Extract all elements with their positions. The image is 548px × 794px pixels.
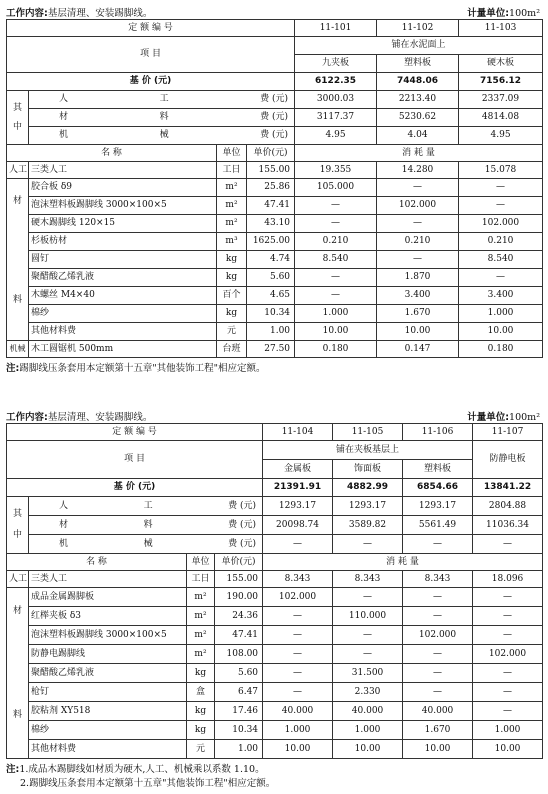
material-qty: — <box>459 269 543 287</box>
material-qty: 10.00 <box>263 740 333 759</box>
material-qty: 40.000 <box>263 702 333 721</box>
material-qty: 102.000 <box>263 588 333 607</box>
base-price-label: 基 价 (元) <box>7 73 295 91</box>
material-name: 棉纱 <box>29 305 217 323</box>
labor-qty: 8.343 <box>403 571 473 588</box>
machine-name: 木工圆锯机 500mm <box>29 341 217 358</box>
material-unit: m² <box>217 215 247 233</box>
material-qty: — <box>263 607 333 626</box>
material-name: 防静电踢脚线 <box>29 645 187 664</box>
quota-section-2 <box>0 406 548 791</box>
quota-code-label: 定 额 编 号 <box>7 424 263 441</box>
material-qty: — <box>473 626 543 645</box>
material-qty: — <box>295 269 377 287</box>
base-price: 7448.06 <box>377 73 459 91</box>
material-row <box>7 287 543 305</box>
material-name: 成品金属踢脚板 <box>29 588 187 607</box>
material-qty: 1.000 <box>333 721 403 740</box>
table-notes: 注:1.成品木踢脚线如材质为硬木,人工、机械乘以系数 1.10。 2.踢脚线压条套用本定额第十五章"其他装饰工程"相应定额。 <box>6 764 276 789</box>
cost-value: 2804.88 <box>473 497 543 516</box>
cost-value: 2337.09 <box>459 91 543 109</box>
note-line: 1.成品木踢脚线如材质为硬木,人工、机械乘以系数 1.10。 <box>19 764 265 775</box>
material-qty: 1.000 <box>295 305 377 323</box>
material-qty: — <box>295 215 377 233</box>
base-price: 13841.22 <box>473 479 543 497</box>
cost-value: — <box>333 535 403 554</box>
material-name: 枪钉 <box>29 683 187 702</box>
quota-code: 11-104 <box>263 424 333 441</box>
cost-value: 4.04 <box>377 127 459 145</box>
material-qty: 1.870 <box>377 269 459 287</box>
material-price: 25.86 <box>247 179 295 197</box>
quota-table-2 <box>6 423 543 759</box>
material-row <box>7 215 543 233</box>
cost-value: 1293.17 <box>333 497 403 516</box>
material-unit: 元 <box>187 740 215 759</box>
labor-category: 人工 <box>7 571 29 588</box>
materials-body <box>7 588 543 759</box>
material-price: 47.41 <box>247 197 295 215</box>
cost-value: — <box>473 535 543 554</box>
material-qty: 10.00 <box>473 740 543 759</box>
material-row <box>7 645 543 664</box>
material-qty: 105.000 <box>295 179 377 197</box>
material-row <box>7 740 543 759</box>
material-unit: 百个 <box>217 287 247 305</box>
material-name: 杉板枋材 <box>29 233 217 251</box>
quota-code-label: 定 额 编 号 <box>7 20 295 37</box>
work-content-label: 工作内容: <box>6 412 48 423</box>
material-qty: 2.330 <box>333 683 403 702</box>
group-header: 铺在夹板基层上 <box>263 441 473 460</box>
work-content-text: 基层清理、安装踢脚线。 <box>47 412 153 423</box>
cost-value: 5561.49 <box>403 516 473 535</box>
sub-item: 九夹板 <box>295 55 377 73</box>
material-price: 108.00 <box>215 645 263 664</box>
base-price: 6122.35 <box>295 73 377 91</box>
material-qty: 110.000 <box>333 607 403 626</box>
material-qty: 10.00 <box>377 323 459 341</box>
labor-price: 155.00 <box>247 162 295 179</box>
col-unit-header: 单位 <box>217 145 247 162</box>
labor-qty: 8.343 <box>263 571 333 588</box>
material-row <box>7 607 543 626</box>
material-name: 泡沫塑料板踢脚线 3000×100×5 <box>29 197 217 215</box>
material-name: 胶合板 δ9 <box>29 179 217 197</box>
material-qty: 10.00 <box>295 323 377 341</box>
unit-value: 100m² <box>509 412 540 423</box>
material-qty: 40.000 <box>333 702 403 721</box>
material-row <box>7 323 543 341</box>
section-header <box>0 2 548 19</box>
material-qty: — <box>403 607 473 626</box>
material-qty: 102.000 <box>403 626 473 645</box>
quota-code: 11-101 <box>295 20 377 37</box>
cost-value: 3117.37 <box>295 109 377 127</box>
material-qty: 8.540 <box>459 251 543 269</box>
col-consume-header: 消 耗 量 <box>263 554 543 571</box>
labor-qty: 18.096 <box>473 571 543 588</box>
material-qty: 10.00 <box>403 740 473 759</box>
material-qty: — <box>473 664 543 683</box>
material-category: 材 料 <box>7 179 29 341</box>
materials-body <box>7 179 543 341</box>
material-unit: kg <box>217 251 247 269</box>
material-unit: m³ <box>217 233 247 251</box>
material-unit: m² <box>187 607 215 626</box>
material-qty: — <box>473 607 543 626</box>
material-price: 4.74 <box>247 251 295 269</box>
col-name-header: 名 称 <box>7 554 187 571</box>
cost-value: — <box>403 535 473 554</box>
material-qty: — <box>263 664 333 683</box>
material-row <box>7 721 543 740</box>
material-name: 红榉夹板 δ3 <box>29 607 187 626</box>
note-line: 2.踢脚线压条套用本定额第十五章"其他装饰工程"相应定额。 <box>20 778 276 789</box>
labor-unit: 工日 <box>187 571 215 588</box>
group-header: 铺在水泥面上 <box>295 37 543 55</box>
material-row <box>7 588 543 607</box>
material-name: 泡沫塑料板踢脚线 3000×100×5 <box>29 626 187 645</box>
material-qty: — <box>403 645 473 664</box>
material-price: 47.41 <box>215 626 263 645</box>
machine-unit: 台班 <box>217 341 247 358</box>
labor-price: 155.00 <box>215 571 263 588</box>
material-name: 其他材料费 <box>29 323 217 341</box>
base-price: 6854.66 <box>403 479 473 497</box>
material-qty: 0.210 <box>295 233 377 251</box>
material-qty: — <box>403 683 473 702</box>
material-price: 1.00 <box>247 323 295 341</box>
material-qty: 40.000 <box>403 702 473 721</box>
material-qty: — <box>459 197 543 215</box>
quota-code: 11-107 <box>473 424 543 441</box>
labor-qty: 19.355 <box>295 162 377 179</box>
cost-breakdown-label: 其 中 <box>7 497 29 554</box>
material-name: 胶粘剂 XY518 <box>29 702 187 721</box>
material-qty: — <box>473 683 543 702</box>
material-unit: m² <box>187 588 215 607</box>
material-name: 聚醋酸乙烯乳液 <box>29 664 187 683</box>
material-unit: kg <box>187 702 215 721</box>
material-row <box>7 197 543 215</box>
material-unit: m² <box>187 645 215 664</box>
material-name: 棉纱 <box>29 721 187 740</box>
material-row <box>7 233 543 251</box>
col-name-header: 名 称 <box>7 145 217 162</box>
material-qty: — <box>263 645 333 664</box>
work-content-text: 基层清理、安装踢脚线。 <box>47 8 153 19</box>
material-name: 其他材料费 <box>29 740 187 759</box>
material-qty: 1.670 <box>377 305 459 323</box>
material-row <box>7 664 543 683</box>
quota-code: 11-106 <box>403 424 473 441</box>
material-qty: — <box>377 179 459 197</box>
col-price-header: 单价(元) <box>247 145 295 162</box>
material-row <box>7 626 543 645</box>
machine-price: 27.50 <box>247 341 295 358</box>
cost-breakdown-label: 其 中 <box>7 91 29 145</box>
quota-code: 11-102 <box>377 20 459 37</box>
cost-row-label: 人 工 费 (元) <box>29 497 263 516</box>
material-unit: m² <box>217 197 247 215</box>
cost-value: 11036.34 <box>473 516 543 535</box>
material-row <box>7 269 543 287</box>
material-unit: 盒 <box>187 683 215 702</box>
labor-qty: 8.343 <box>333 571 403 588</box>
material-qty: 3.400 <box>459 287 543 305</box>
material-unit: 元 <box>217 323 247 341</box>
labor-name: 三类人工 <box>29 162 217 179</box>
col-unit-header: 单位 <box>187 554 215 571</box>
material-name: 硬木踢脚线 120×15 <box>29 215 217 233</box>
quota-section-1 <box>0 2 548 376</box>
machine-qty: 0.180 <box>459 341 543 358</box>
labor-category: 人工 <box>7 162 29 179</box>
base-price-label: 基 价 (元) <box>7 479 263 497</box>
material-price: 190.00 <box>215 588 263 607</box>
material-row <box>7 683 543 702</box>
material-qty: 1.670 <box>403 721 473 740</box>
cost-value: 4.95 <box>295 127 377 145</box>
material-price: 5.60 <box>215 664 263 683</box>
material-row <box>7 702 543 721</box>
material-qty: — <box>473 702 543 721</box>
material-qty: 0.210 <box>459 233 543 251</box>
base-price: 21391.91 <box>263 479 333 497</box>
cost-value: 1293.17 <box>263 497 333 516</box>
material-qty: — <box>333 588 403 607</box>
cost-value: 2213.40 <box>377 91 459 109</box>
machine-category: 机械 <box>7 341 29 358</box>
cost-value: — <box>263 535 333 554</box>
material-price: 10.34 <box>215 721 263 740</box>
cost-row-label: 机 械 费 (元) <box>29 127 295 145</box>
cost-row-label: 机 械 费 (元) <box>29 535 263 554</box>
sub-item: 饰面板 <box>333 460 403 479</box>
material-qty: 3.400 <box>377 287 459 305</box>
material-qty: — <box>333 645 403 664</box>
machine-qty: 0.180 <box>295 341 377 358</box>
sub-item: 防静电板 <box>473 441 543 479</box>
material-qty: 102.000 <box>459 215 543 233</box>
cost-value: 3589.82 <box>333 516 403 535</box>
cost-value: 5230.62 <box>377 109 459 127</box>
sub-item: 塑料板 <box>377 55 459 73</box>
material-qty: 0.210 <box>377 233 459 251</box>
labor-unit: 工日 <box>217 162 247 179</box>
cost-value: 1293.17 <box>403 497 473 516</box>
material-price: 6.47 <box>215 683 263 702</box>
material-category: 材 料 <box>7 588 29 759</box>
material-qty: — <box>459 179 543 197</box>
labor-qty: 14.280 <box>377 162 459 179</box>
quota-code: 11-103 <box>459 20 543 37</box>
material-price: 43.10 <box>247 215 295 233</box>
cost-value: 4.95 <box>459 127 543 145</box>
item-label: 项 目 <box>7 37 295 73</box>
cost-value: 20098.74 <box>263 516 333 535</box>
material-qty: — <box>333 626 403 645</box>
material-unit: m² <box>187 626 215 645</box>
material-qty: — <box>295 197 377 215</box>
cost-value: 3000.03 <box>295 91 377 109</box>
material-name: 圆钉 <box>29 251 217 269</box>
unit-value: 100m² <box>509 8 540 19</box>
material-name: 木螺丝 M4×40 <box>29 287 217 305</box>
material-price: 17.46 <box>215 702 263 721</box>
material-price: 1625.00 <box>247 233 295 251</box>
material-qty: 31.500 <box>333 664 403 683</box>
cost-row-label: 材 料 费 (元) <box>29 516 263 535</box>
col-price-header: 单价(元) <box>215 554 263 571</box>
cost-row-label: 材 料 费 (元) <box>29 109 295 127</box>
sub-item: 硬木板 <box>459 55 543 73</box>
material-price: 10.34 <box>247 305 295 323</box>
material-unit: kg <box>217 305 247 323</box>
material-qty: — <box>403 588 473 607</box>
table-note: 注:踢脚线压条套用本定额第十五章"其他装饰工程"相应定额。 <box>6 363 266 374</box>
base-price: 7156.12 <box>459 73 543 91</box>
material-qty: 1.000 <box>473 721 543 740</box>
material-qty: 102.000 <box>473 645 543 664</box>
section-header <box>0 406 548 423</box>
material-qty: 10.00 <box>459 323 543 341</box>
material-qty: — <box>295 287 377 305</box>
material-name: 聚醋酸乙烯乳液 <box>29 269 217 287</box>
material-qty: — <box>263 683 333 702</box>
material-unit: kg <box>187 721 215 740</box>
cost-row-label: 人 工 费 (元) <box>29 91 295 109</box>
material-qty: 1.000 <box>263 721 333 740</box>
base-price: 4882.99 <box>333 479 403 497</box>
material-qty: 102.000 <box>377 197 459 215</box>
material-qty: — <box>263 626 333 645</box>
sub-item: 塑料板 <box>403 460 473 479</box>
labor-qty: 15.078 <box>459 162 543 179</box>
quota-table-1 <box>6 19 543 358</box>
material-price: 24.36 <box>215 607 263 626</box>
material-qty: — <box>377 215 459 233</box>
material-qty: 1.000 <box>459 305 543 323</box>
unit-label: 计量单位: <box>467 412 510 423</box>
material-qty: — <box>403 664 473 683</box>
material-qty: — <box>473 588 543 607</box>
material-price: 1.00 <box>215 740 263 759</box>
cost-value: 4814.08 <box>459 109 543 127</box>
material-unit: kg <box>187 664 215 683</box>
quota-code: 11-105 <box>333 424 403 441</box>
material-row <box>7 251 543 269</box>
material-unit: m² <box>217 179 247 197</box>
material-qty: — <box>377 251 459 269</box>
material-qty: 8.540 <box>295 251 377 269</box>
col-consume-header: 消 耗 量 <box>295 145 543 162</box>
machine-qty: 0.147 <box>377 341 459 358</box>
item-label: 项 目 <box>7 441 263 479</box>
unit-label: 计量单位: <box>467 8 510 19</box>
labor-name: 三类人工 <box>29 571 187 588</box>
material-unit: kg <box>217 269 247 287</box>
sub-item: 金属板 <box>263 460 333 479</box>
work-content-label: 工作内容: <box>6 8 48 19</box>
material-row <box>7 179 543 197</box>
material-row <box>7 305 543 323</box>
material-price: 4.65 <box>247 287 295 305</box>
material-qty: 10.00 <box>333 740 403 759</box>
material-price: 5.60 <box>247 269 295 287</box>
